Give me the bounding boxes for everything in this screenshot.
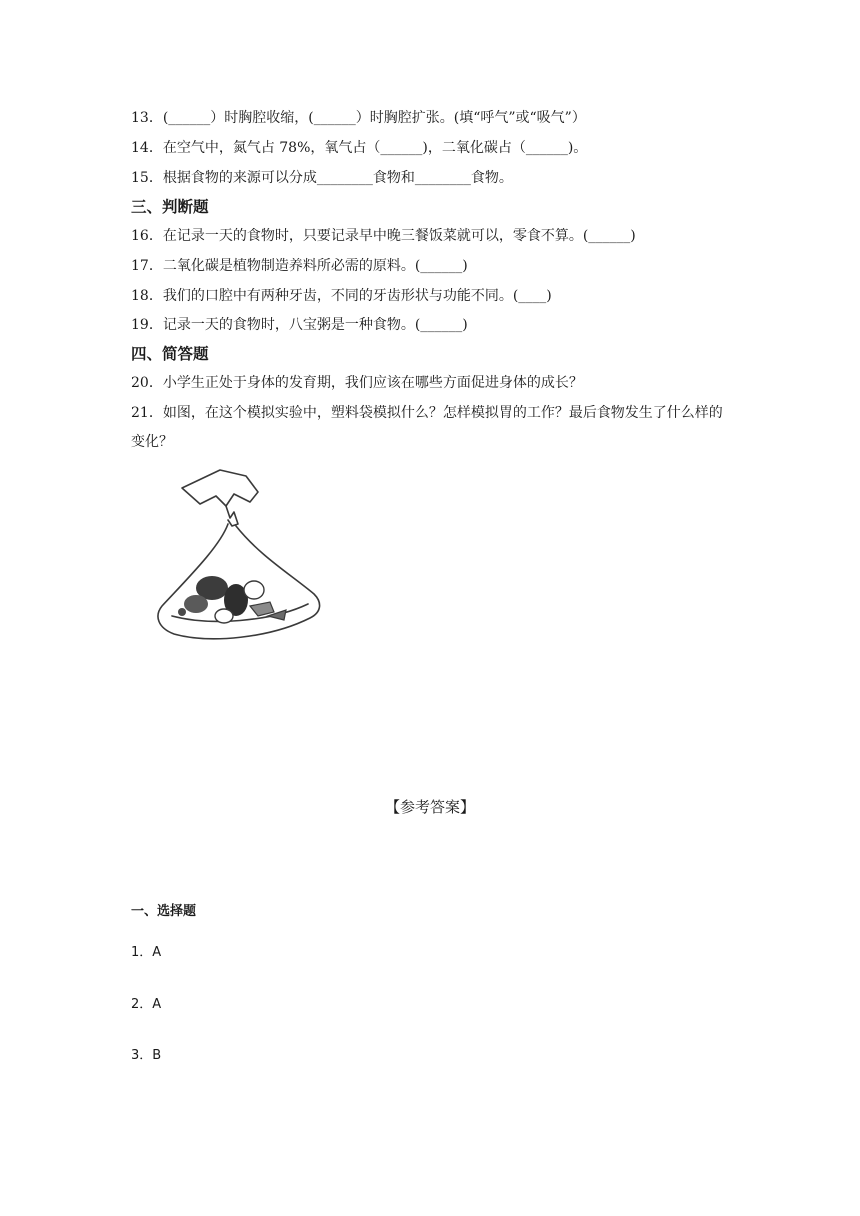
section-title-short-answer: 四、简答题 [131, 345, 209, 363]
answer-item-2: 2．A [131, 997, 162, 1012]
question-13: 13．(______）时胸腔收缩，(______）时胸腔扩张。(填“呼气”或“吸气”） [131, 110, 586, 126]
question-15: 15．根据食物的来源可以分成________食物和________食物。 [131, 170, 513, 186]
section-title-judgment: 三、判断题 [131, 198, 209, 216]
question-14: 14．在空气中，氮气占 78%，氧气占（______)，二氧化碳占（______)。 [131, 140, 588, 156]
question-17: 17．二氧化碳是植物制造养料所必需的原料。(______) [131, 258, 468, 274]
question-20: 20．小学生正处于身体的发育期，我们应该在哪些方面促进身体的成长？ [131, 375, 583, 391]
bag-knot [226, 506, 238, 526]
question-16: 16．在记录一天的食物时，只要记录早中晚三餐饭菜就可以，零食不算。(______) [131, 228, 636, 244]
question-18: 18．我们的口腔中有两种牙齿，不同的牙齿形状与功能不同。(____) [131, 288, 552, 304]
answer-section-title-choice: 一、选择题 [131, 904, 197, 919]
answer-item-3: 3．B [131, 1048, 162, 1063]
bag-top [182, 470, 258, 506]
question-19: 19．记录一天的食物时，八宝粥是一种食物。(______) [131, 317, 468, 333]
reference-answer-title: 【参考答案】 [384, 798, 475, 816]
bag-body [158, 524, 320, 639]
answer-item-1: 1．A [131, 945, 162, 960]
question-21: 21．如图，在这个模拟实验中，塑料袋模拟什么？怎样模拟胃的工作？最后食物发生了什么样的变化？ [131, 405, 723, 450]
plastic-bag-food-illustration [150, 466, 330, 666]
food-items [178, 576, 286, 623]
